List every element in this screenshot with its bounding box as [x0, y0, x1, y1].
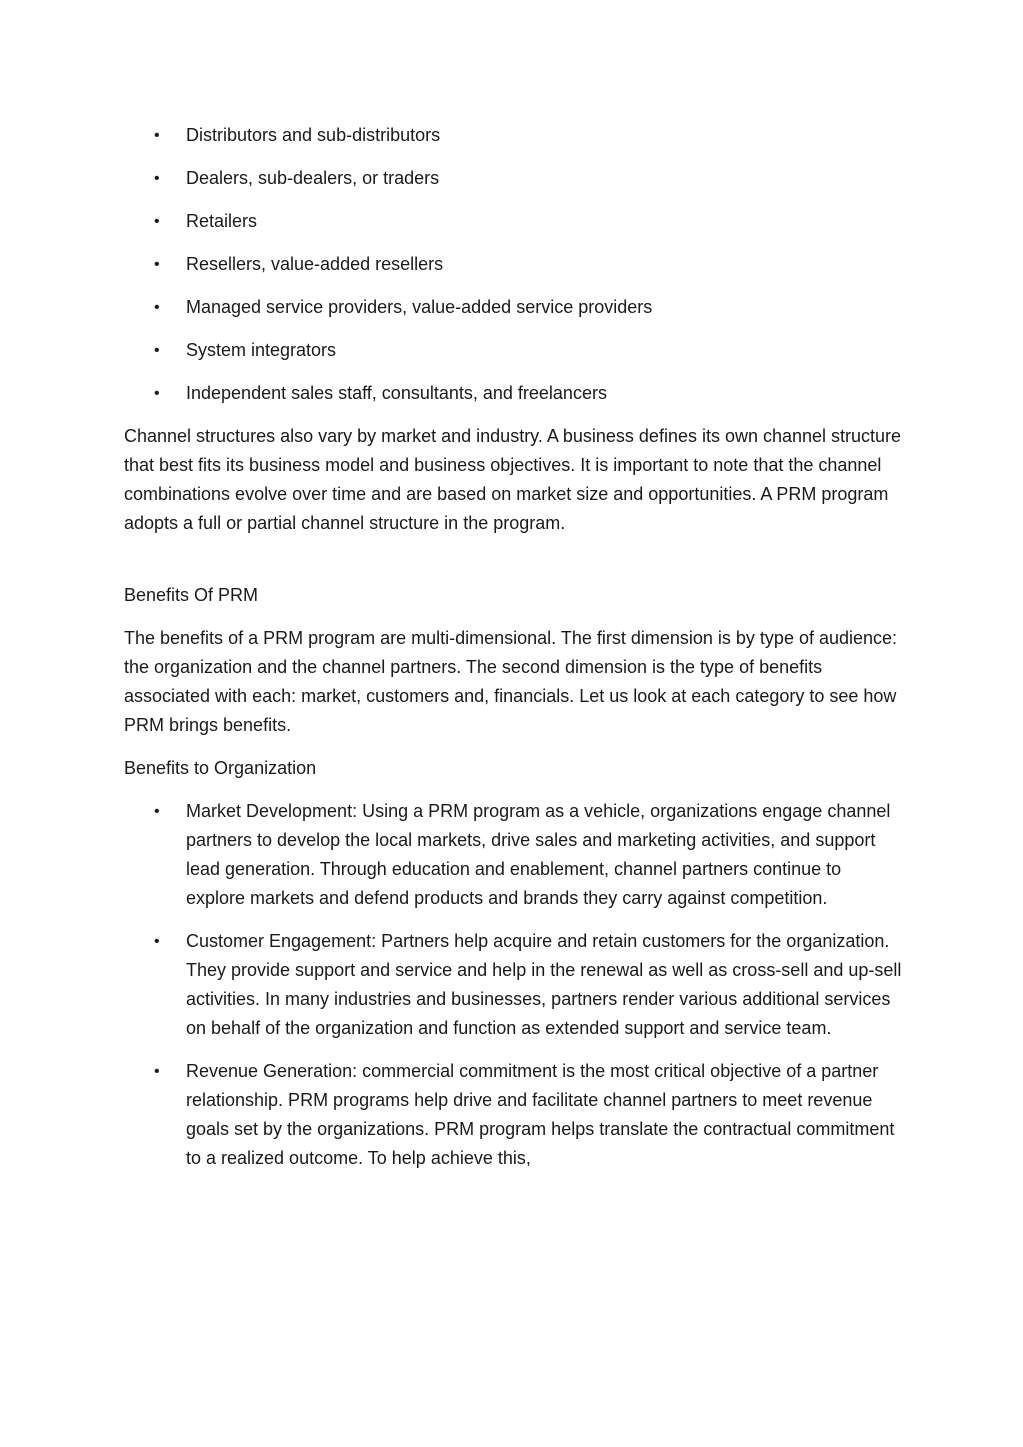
list-item: • Market Development: Using a PRM program as a vehicle, organizations engage channel partners to develop the local markets, drive sales and marketing activities, and support lead generation. Through education and enablement, channel partners continue to explore markets and defend products and brands they carry against competition. — [124, 797, 904, 913]
organization-benefits-heading: Benefits to Organization — [124, 758, 317, 778]
benefits-paragraph: The benefits of a PRM program are multi-dimensional. The first dimension is by type of audience: the organization and the channel partners. The second dimension is the type of benefits associated with each: market, customers and, financials. Let us look at each category to see how PRM brings benefits. — [124, 628, 898, 735]
channel-types-list — [124, 121, 904, 408]
list-item: • Revenue Generation: commercial commitment is the most critical objective of a partner relationship. PRM programs help drive and facilitate channel partners to meet revenue goals set by the organizations. PRM program helps translate the contractual commitment to a realized outcome. To help achieve this, — [124, 1057, 904, 1173]
list-item: • Resellers, value-added resellers — [124, 250, 904, 279]
channel-structure-paragraph: Channel structures also vary by market and industry. A business defines its own channel structure that best fits its business model and business objectives. It is important to note that the channel combinations evolve over time and are based on market size and opportunities. A PRM program adopts a full or partial channel structure in the program. — [124, 426, 902, 533]
list-item: • Dealers, sub-dealers, or traders — [124, 164, 904, 193]
list-item: • Retailers — [124, 207, 904, 236]
list-item: • Managed service providers, value-added service providers — [124, 293, 904, 322]
benefits-heading: Benefits Of PRM — [124, 585, 259, 605]
list-item: • Independent sales staff, consultants, and freelancers — [124, 379, 904, 408]
list-item: • System integrators — [124, 336, 904, 365]
document-page — [124, 121, 904, 1187]
list-item: • Customer Engagement: Partners help acquire and retain customers for the organization. They provide support and service and help in the renewal as well as cross-sell and up-sell activities. In many industries and businesses, partners render various additional services on behalf of the organization and function as extended support and service team. — [124, 927, 904, 1043]
list-item: • Distributors and sub-distributors — [124, 121, 904, 150]
organization-benefits-list — [124, 797, 904, 1173]
